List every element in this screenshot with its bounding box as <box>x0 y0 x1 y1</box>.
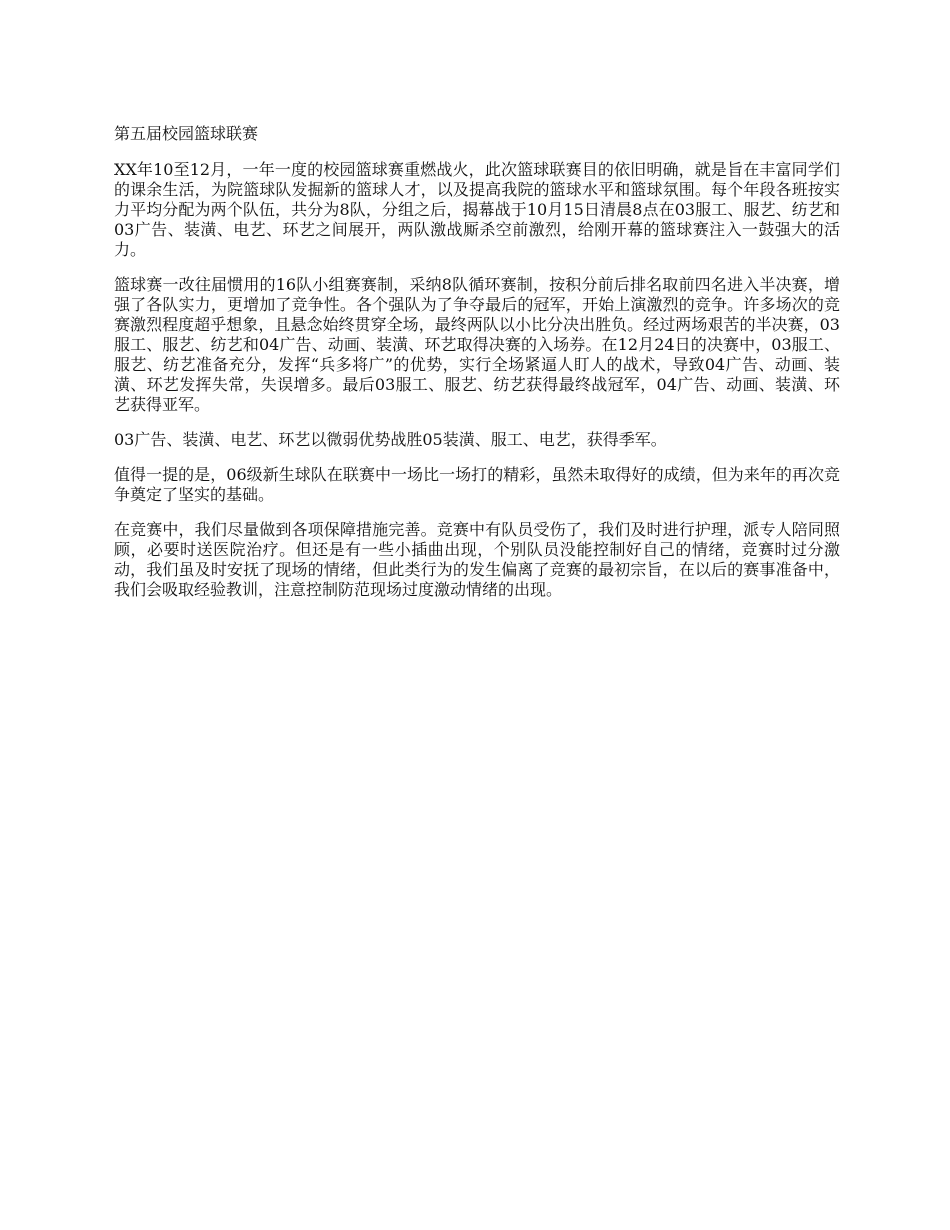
paragraph-third-place: 03广告、装潢、电艺、环艺以微弱优势战胜05装潢、服工、电艺，获得季军。 <box>114 430 667 449</box>
paragraph-opening: XX年10至12月，一年一度的校园篮球赛重燃战火，此次篮球联赛目的依旧明确，就是旨在丰富同学们的课余生活，为院篮球队发掘新的篮球人才，以及提高我院的篮球水平和篮球氛围。每个年段各班按实力平均分配为两个队伍，共分为8队，分组之后，揭幕战于10月15日清晨8点在03服工、服艺、纺艺和03广告、装潢、电艺、环艺之间展开，两队激战厮杀空前激烈，给刚开幕的篮球赛注入一鼓强大的活力。 <box>114 160 840 259</box>
document-page <box>114 122 840 615</box>
paragraph-safety-measures: 在竞赛中，我们尽量做到各项保障措施完善。竞赛中有队员受伤了，我们及时进行护理，派专人陪同照顾，必要时送医院治疗。但还是有一些小插曲出现，个别队员没能控制好自己的情绪，竞赛时过分激动，我们虽及时安抚了现场的情绪，但此类行为的发生偏离了竞赛的最初宗旨，在以后的赛事准备中，我们会吸取经验教训，注意控制防范现场过度激动情绪的出现。 <box>114 520 840 599</box>
paragraph-freshman-team: 值得一提的是，06级新生球队在联赛中一场比一场打的精彩，虽然未取得好的成绩，但为来年的再次竞争奠定了坚实的基础。 <box>114 465 840 504</box>
document-title: 第五届校园篮球联赛 <box>114 124 259 143</box>
paragraph-competition-format: 篮球赛一改往届惯用的16队小组赛赛制，采纳8队循环赛制，按积分前后排名取前四名进入半决赛，增强了各队实力，更增加了竞争性。各个强队为了争夺最后的冠军，开始上演激烈的竞争。许多场次的竞赛激烈程度超乎想象，且悬念始终贯穿全场，最终两队以小比分决出胜负。经过两场艰苦的半决赛，03服工、服艺、纺艺和04广告、动画、装潢、环艺取得决赛的入场券。在12月24日的决赛中，03服工、服艺、纺艺准备充分，发挥“兵多将广”的优势，实行全场紧逼人盯人的战术，导致04广告、动画、装潢、环艺发挥失常，失误增多。最后03服工、服艺、纺艺获得最终战冠军，04广告、动画、装潢、环艺获得亚军。 <box>114 275 840 414</box>
